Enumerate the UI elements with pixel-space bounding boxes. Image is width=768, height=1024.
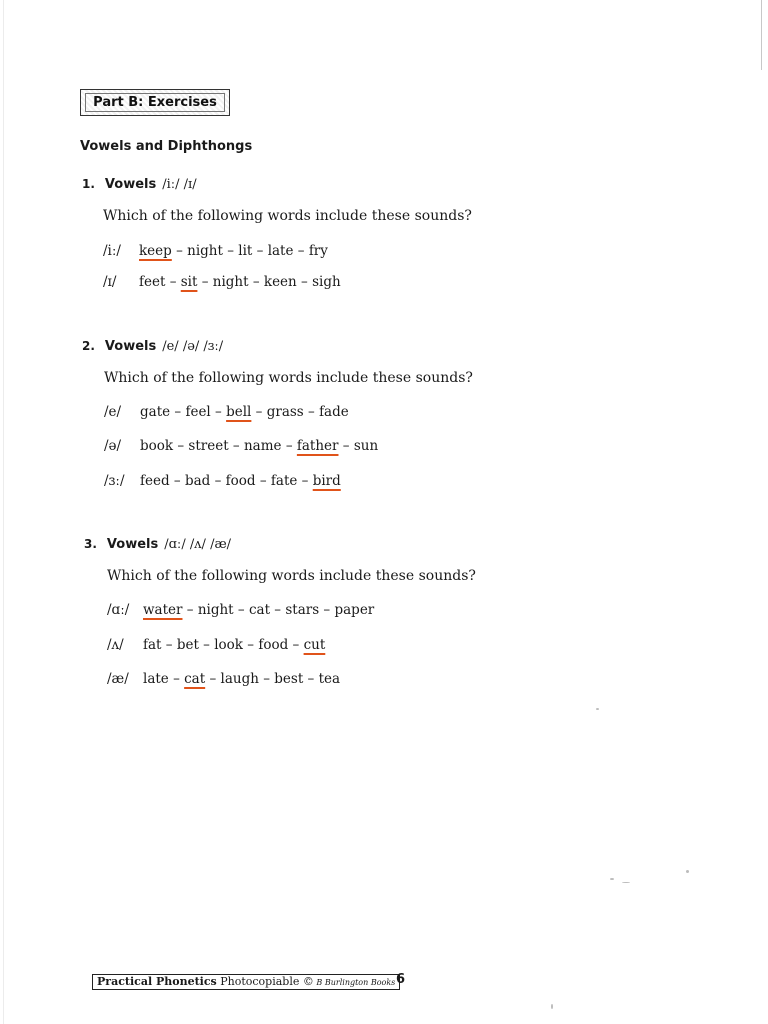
word: look: [214, 637, 243, 653]
row-symbol: /iː/: [103, 243, 121, 259]
word-separator: –: [228, 438, 244, 454]
answer-word: bird: [312, 473, 341, 489]
answer-word: water: [143, 602, 183, 618]
exercise-1-row-1: [103, 243, 328, 259]
answer-word: keep: [139, 243, 172, 259]
word-separator: –: [210, 404, 227, 420]
row-symbol: /ɜː/: [104, 473, 125, 489]
part-label-box: [80, 89, 230, 116]
exercise-label: Vowels: [104, 339, 157, 354]
section-title: Vowels and Diphthongs: [80, 139, 253, 154]
word: sun: [353, 438, 379, 454]
word-separator: –: [170, 404, 186, 420]
answer-word: sit: [180, 274, 198, 290]
scan-speck: [610, 878, 614, 880]
exercise-3-heading: [84, 537, 231, 552]
exercise-3-row-2: [107, 637, 325, 653]
word-separator: –: [319, 602, 335, 618]
scan-speck: [551, 1004, 553, 1009]
scan-edge-shadow: [3, 0, 4, 1024]
word: sigh: [312, 274, 341, 290]
scan-edge-line: [761, 0, 762, 70]
exercise-1-heading: [82, 177, 197, 192]
word-separator: –: [251, 404, 267, 420]
word-separator: –: [243, 637, 259, 653]
word: bad: [184, 473, 211, 489]
scan-speck: [686, 870, 689, 873]
word: keen: [263, 274, 297, 290]
word: laugh: [220, 671, 259, 687]
word-separator: –: [293, 243, 309, 259]
answer-word: cat: [184, 671, 206, 687]
word-separator: –: [248, 274, 264, 290]
word: food: [258, 637, 289, 653]
word-separator: –: [161, 637, 177, 653]
row-symbol: /e/: [104, 404, 122, 420]
word: book: [140, 438, 174, 454]
word: food: [225, 473, 256, 489]
word: gate: [140, 404, 171, 420]
word: street: [188, 438, 229, 454]
word-separator: –: [296, 274, 313, 290]
exercise-number: 2.: [82, 339, 95, 353]
row-symbol: /ʌ/: [107, 637, 124, 653]
exercise-2-row-2: [104, 438, 378, 454]
scan-speck: [596, 708, 599, 710]
word-separator: –: [171, 243, 188, 259]
word: best: [274, 671, 304, 687]
row-symbol: /æ/: [107, 671, 129, 687]
word-separator: –: [288, 637, 304, 653]
footer-publisher: B Burlington Books: [313, 978, 396, 987]
word-separator: –: [182, 602, 198, 618]
word: feet: [139, 274, 166, 290]
exercise-label: Vowels: [104, 177, 157, 192]
row-symbol: /ɑː/: [107, 602, 130, 618]
word: fate: [270, 473, 298, 489]
word: fry: [308, 243, 328, 259]
exercise-label: Vowels: [106, 537, 159, 552]
word-separator: –: [258, 671, 275, 687]
word-separator: –: [255, 473, 271, 489]
row-symbol: /ɪ/: [103, 274, 117, 290]
exercise-3-row-1: [107, 602, 374, 618]
word: name: [243, 438, 282, 454]
word-separator: –: [169, 473, 185, 489]
word-separator: –: [198, 637, 215, 653]
word: fade: [319, 404, 349, 420]
word: night: [212, 274, 249, 290]
footer-rest: Photocopiable ©: [216, 975, 314, 988]
part-label: Part B: Exercises: [85, 93, 225, 112]
exercise-2-row-1: [104, 404, 349, 420]
word-separator: –: [297, 473, 313, 489]
footer-credit: [92, 974, 400, 990]
exercise-sounds: /e/ /ə/ /ɜː/: [162, 339, 224, 354]
word-separator: –: [222, 243, 239, 259]
word: night: [187, 243, 223, 259]
exercise-2-heading: [82, 339, 223, 354]
footer-title: Practical Phonetics: [97, 975, 217, 988]
exercise-1-question: Which of the following words include these sounds?: [103, 208, 472, 224]
exercise-number: 1.: [82, 177, 95, 191]
exercise-2-row-3: [104, 473, 341, 489]
word: cat: [248, 602, 270, 618]
word: bet: [176, 637, 199, 653]
exercise-3-question: Which of the following words include these sounds?: [107, 568, 476, 584]
exercise-3-row-3: [107, 671, 340, 687]
word: night: [197, 602, 234, 618]
word-separator: –: [165, 274, 181, 290]
exercise-sounds: /ɑː/ /ʌ/ /æ/: [164, 537, 232, 552]
word-separator: –: [338, 438, 354, 454]
word-separator: –: [281, 438, 297, 454]
page-number: 6: [396, 972, 406, 987]
exercise-number: 3.: [84, 537, 97, 551]
word-separator: –: [252, 243, 268, 259]
word: lit: [238, 243, 253, 259]
row-symbol: /ə/: [104, 438, 122, 454]
word-separator: –: [173, 438, 189, 454]
exercise-1-row-2: [103, 274, 341, 290]
word-separator: –: [303, 671, 319, 687]
answer-word: cut: [303, 637, 326, 653]
word-separator: –: [233, 602, 249, 618]
word-separator: –: [303, 404, 320, 420]
answer-word: bell: [226, 404, 252, 420]
exercise-2-question: Which of the following words include these sounds?: [104, 370, 473, 386]
word: late: [267, 243, 294, 259]
word: fat: [143, 637, 162, 653]
word-separator: –: [197, 274, 213, 290]
word: late: [143, 671, 169, 687]
exercise-sounds: /iː/ /ɪ/: [162, 177, 197, 192]
word: stars: [285, 602, 320, 618]
word-separator: –: [168, 671, 185, 687]
scan-speck: [622, 882, 630, 883]
word-separator: –: [270, 602, 286, 618]
answer-word: father: [296, 438, 339, 454]
word: feel: [185, 404, 211, 420]
word-separator: –: [210, 473, 226, 489]
word: feed: [140, 473, 170, 489]
word-separator: –: [205, 671, 221, 687]
word: grass: [266, 404, 304, 420]
word: paper: [334, 602, 375, 618]
word: tea: [318, 671, 341, 687]
